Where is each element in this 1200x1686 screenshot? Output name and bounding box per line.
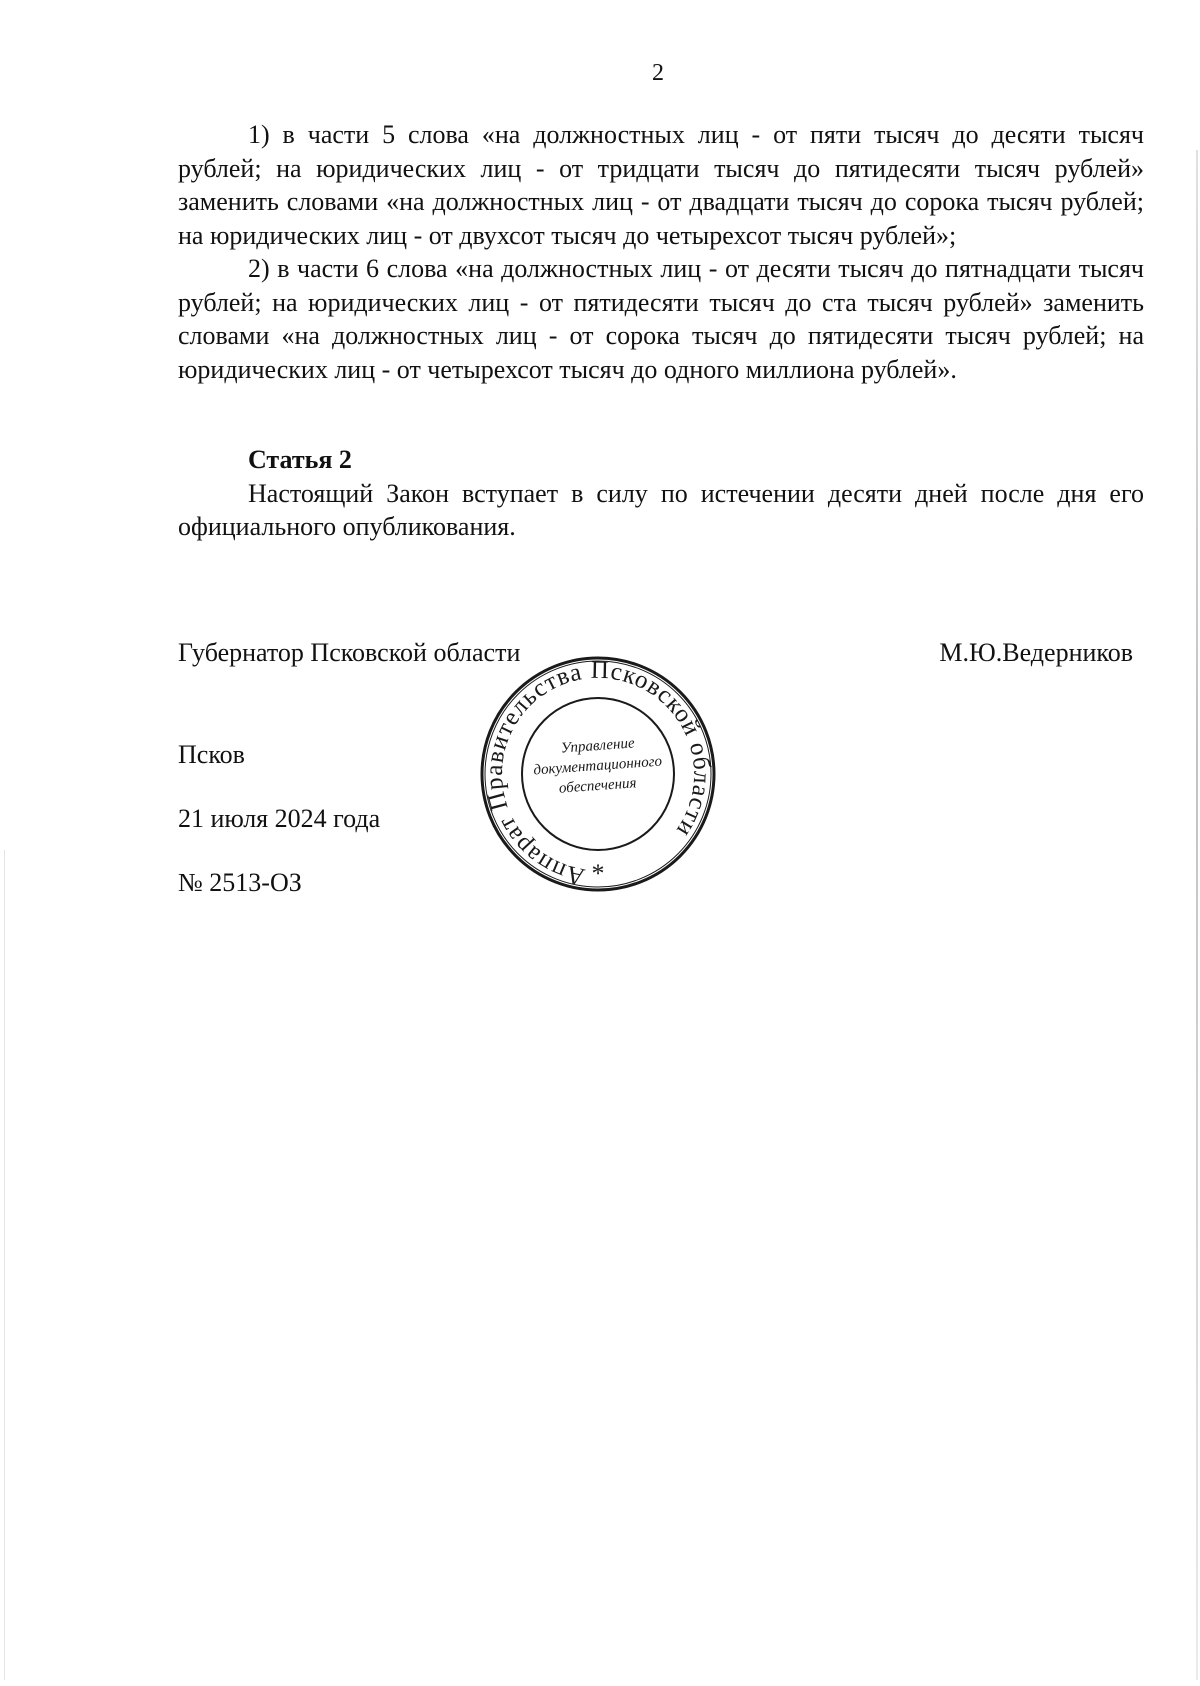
- article-text: Настоящий Закон вступает в силу по истечении десяти дней после дня его официального опубликования.: [178, 478, 1144, 541]
- stamp-inner-line-1: Управление: [560, 735, 636, 757]
- article-heading: Статья 2: [248, 445, 352, 474]
- signing-date: 21 июля 2024 года: [178, 804, 381, 833]
- stamp-inner-line-3: обеспечения: [558, 775, 638, 797]
- stamp-inner-line-2: документационного: [532, 753, 663, 779]
- official-stamp: [470, 648, 726, 892]
- signatory-name: М.Ю.Ведерников: [939, 638, 1133, 667]
- amendment-1: 1) в части 5 слова «на должностных лиц - от пяти тысяч до десяти тысяч рублей; на юридических лиц - от тридцати тысяч до пятидесяти тысяч рублей» заменить словами «на должностных лиц - от двадцати тысяч до сорока тысяч рублей; на юридических лиц - от двухсот тысяч до четырехсот тысяч рублей»;: [178, 120, 1144, 250]
- amendments-block: [178, 118, 1144, 386]
- stamp-outer-text: Аппарат Правительства Псковской области: [480, 656, 716, 891]
- document-number: № 2513-ОЗ: [178, 868, 302, 897]
- place-of-signing: Псков: [178, 740, 245, 769]
- scan-edge-right: [1196, 150, 1198, 1680]
- signatory-position: Губернатор Псковской области: [178, 638, 521, 667]
- stamp-star-icon: *: [591, 859, 605, 888]
- scan-edge-left: [4, 850, 5, 1680]
- article-2: [178, 443, 1144, 544]
- amendment-2: 2) в части 6 слова «на должностных лиц - от десяти тысяч до пятнадцати тысяч рублей; на юридических лиц - от пятидесяти тысяч до ста тысяч рублей» заменить словами «на должностных лиц - от сорока тысяч до пятидесяти тысяч рублей; на юридических лиц - от четырехсот тысяч до одного миллиона рублей».: [178, 254, 1144, 384]
- page-number: 2: [652, 60, 664, 86]
